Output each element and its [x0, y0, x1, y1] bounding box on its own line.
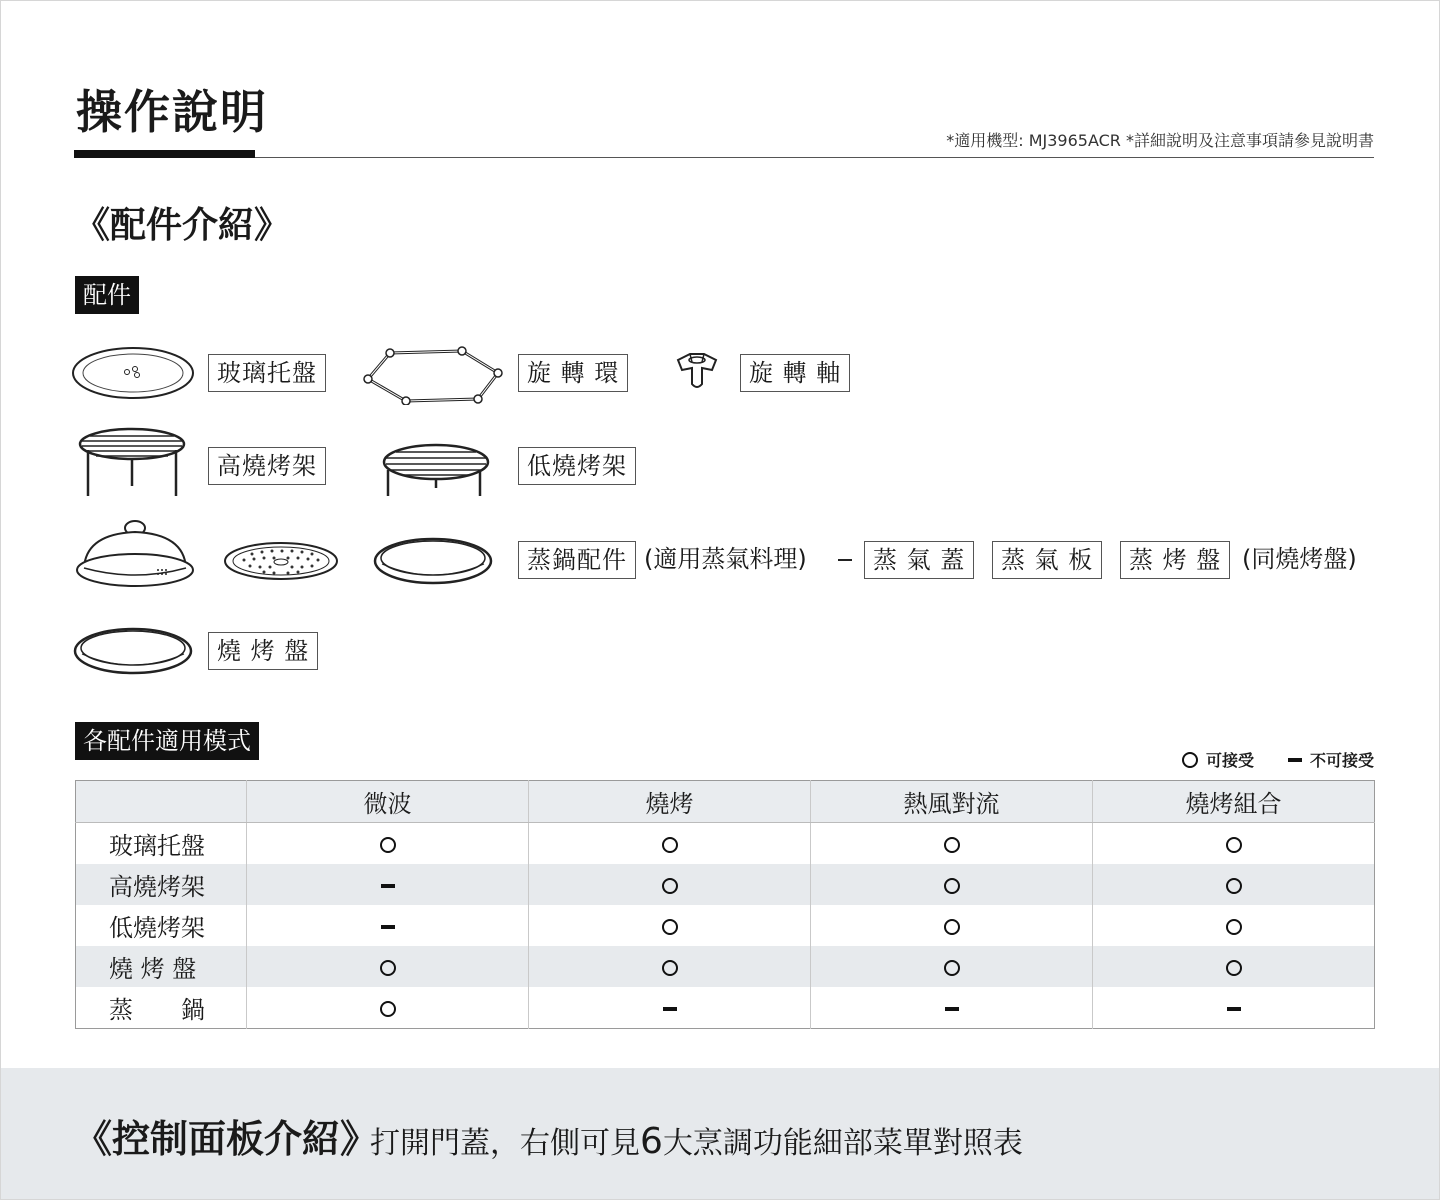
modes-tag: 各配件適用模式: [75, 722, 259, 760]
mode-cell: [811, 987, 1093, 1029]
legend-no-label: 不可接受: [1309, 751, 1374, 770]
ok-circle-icon: [1226, 878, 1242, 894]
glass-tray-icon: [70, 345, 196, 401]
table-row: [76, 864, 1375, 905]
mode-cell: [529, 905, 811, 946]
legend: [1182, 748, 1374, 771]
high-rack-icon: [76, 426, 188, 502]
desc-part: 打開門蓋，右側可見: [370, 1126, 640, 1161]
table-row: [76, 905, 1375, 946]
mode-cell: [529, 823, 811, 865]
mode-cell: [1093, 946, 1375, 987]
row-label: 低燒烤架: [76, 905, 247, 946]
mode-cell: [247, 823, 529, 865]
low-rack-icon: [380, 440, 492, 500]
row-label: 蒸 鍋: [76, 987, 247, 1029]
ok-circle-icon: [1182, 752, 1198, 768]
control-panel-desc: [370, 1120, 1023, 1166]
mode-cell: [529, 864, 811, 905]
ok-circle-icon: [1226, 919, 1242, 935]
ok-circle-icon: [944, 837, 960, 853]
mode-cell: [247, 864, 529, 905]
mode-cell: [811, 864, 1093, 905]
steam-plate-label: 蒸 氣 板: [992, 541, 1102, 579]
roller-ring-label: 旋 轉 環: [518, 354, 628, 392]
high-rack-label: 高燒烤架: [208, 447, 326, 485]
mode-cell: [1093, 987, 1375, 1029]
mode-cell: [247, 905, 529, 946]
mode-cell: [247, 987, 529, 1029]
table-row: [76, 987, 1375, 1029]
steam-tray-label: 蒸 烤 盤: [1120, 541, 1230, 579]
ok-circle-icon: [662, 837, 678, 853]
mode-cell: [529, 987, 811, 1029]
no-dash-icon: [1288, 758, 1302, 762]
row-label: 高燒烤架: [76, 864, 247, 905]
dash-separator: [838, 559, 852, 561]
ok-circle-icon: [380, 1001, 396, 1017]
legend-ok-label: 可接受: [1205, 751, 1254, 770]
column-header: 熱風對流: [811, 781, 1093, 823]
roller-ring-icon: [362, 345, 508, 405]
ok-circle-icon: [662, 878, 678, 894]
no-dash-icon: [663, 1007, 677, 1011]
accessories-tag: 配件: [75, 276, 139, 314]
steam-plate-icon: [222, 540, 340, 582]
no-dash-icon: [381, 925, 395, 929]
grill-tray-label: 燒 烤 盤: [208, 632, 318, 670]
mode-cell: [1093, 864, 1375, 905]
mode-cell: [811, 823, 1093, 865]
low-rack-label: 低燒烤架: [518, 447, 636, 485]
table-row: [76, 823, 1375, 865]
steam-lid-icon: [74, 516, 196, 590]
desc-part: 大烹調功能細部菜單對照表: [662, 1126, 1023, 1161]
ok-circle-icon: [944, 919, 960, 935]
coupler-label: 旋 轉 軸: [740, 354, 850, 392]
column-header: 燒烤組合: [1093, 781, 1375, 823]
row-label: 玻璃托盤: [76, 823, 247, 865]
mode-cell: [1093, 905, 1375, 946]
mode-cell: [811, 946, 1093, 987]
column-header: 燒烤: [529, 781, 811, 823]
steam-lid-label: 蒸 氣 蓋: [864, 541, 974, 579]
desc-number: 6: [640, 1121, 663, 1162]
model-note: *適用機型: MJ3965ACR *詳細說明及注意事項請參見說明書: [946, 131, 1374, 150]
steamer-set-label: 蒸鍋配件: [518, 541, 636, 579]
column-header: 微波: [247, 781, 529, 823]
modes-table: [75, 780, 1375, 1029]
mode-cell: [529, 946, 811, 987]
table-row: [76, 946, 1375, 987]
ok-circle-icon: [662, 960, 678, 976]
control-panel-heading: 《控制面板介紹》: [74, 1117, 379, 1161]
glass-tray-label: 玻璃托盤: [208, 354, 326, 392]
mode-cell: [247, 946, 529, 987]
steam-tray-icon: [372, 536, 494, 586]
coupler-icon: [672, 348, 722, 394]
row-label: 燒 烤 盤: [76, 946, 247, 987]
table-header-row: [76, 781, 1375, 823]
header-rule: [255, 157, 1374, 158]
ok-circle-icon: [380, 837, 396, 853]
ok-circle-icon: [380, 960, 396, 976]
steamer-note: (適用蒸氣料理): [644, 545, 807, 573]
ok-circle-icon: [1226, 960, 1242, 976]
steam-tray-note: (同燒烤盤): [1242, 545, 1357, 573]
mode-cell: [811, 905, 1093, 946]
ok-circle-icon: [944, 960, 960, 976]
no-dash-icon: [1227, 1007, 1241, 1011]
ok-circle-icon: [944, 878, 960, 894]
no-dash-icon: [381, 884, 395, 888]
title-underline: [74, 150, 255, 158]
ok-circle-icon: [662, 919, 678, 935]
column-header: [76, 781, 247, 823]
mode-cell: [1093, 823, 1375, 865]
page-title: 操作說明: [76, 85, 268, 139]
no-dash-icon: [945, 1007, 959, 1011]
grill-tray-icon: [72, 626, 194, 676]
ok-circle-icon: [1226, 837, 1242, 853]
accessories-heading: 《配件介紹》: [74, 205, 291, 246]
